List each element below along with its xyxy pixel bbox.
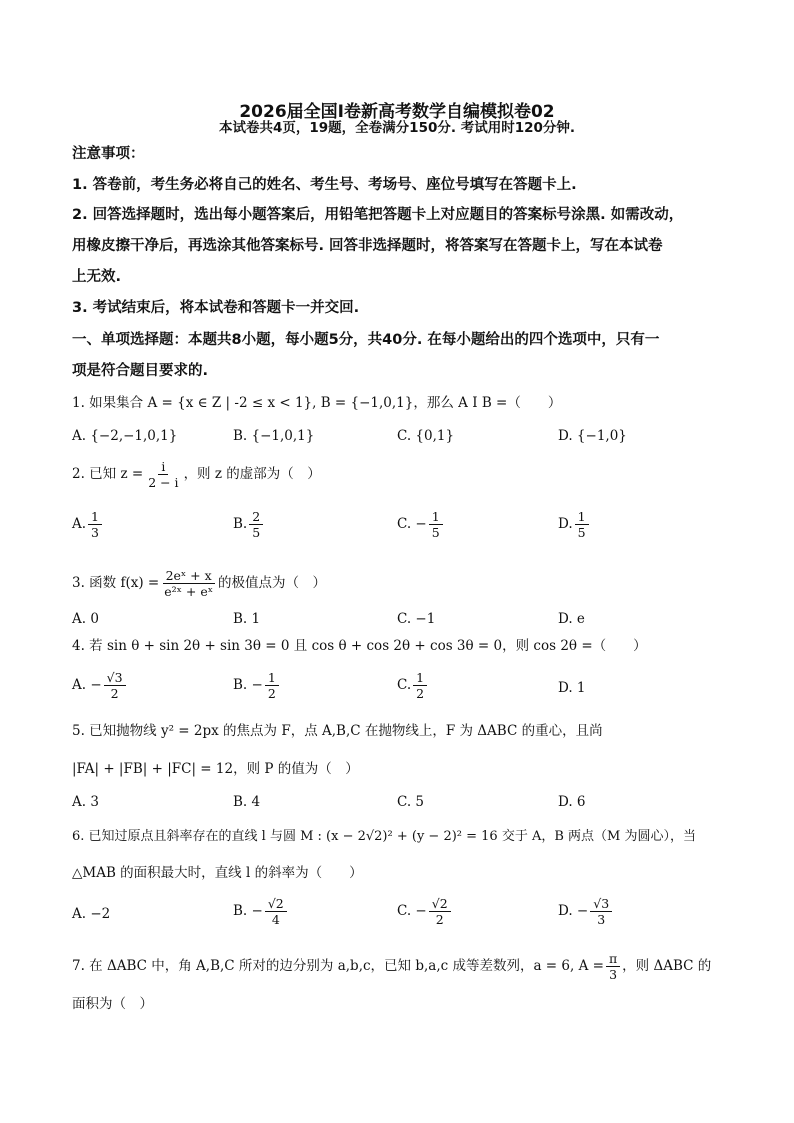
q2-option-a (72, 509, 104, 540)
q7-stem-line-1 (72, 951, 711, 982)
q2-numerator: i (158, 459, 168, 475)
q2-a-fraction (88, 509, 102, 540)
q6-d-denominator: 3 (597, 912, 606, 927)
q2-a-numerator: 1 (88, 509, 102, 525)
notice-heading: 注意事项： (72, 146, 145, 162)
q5-option-d: D. 6 (558, 794, 586, 810)
q7-numerator: π (606, 951, 620, 967)
q4-c-numerator: 1 (413, 670, 427, 686)
page-title: 2026届全国Ⅰ卷新高考数学自编模拟卷02 (239, 102, 555, 122)
q7-fraction (606, 951, 620, 982)
q4-a-label: A. − (72, 677, 102, 693)
q2-option-d (558, 509, 591, 540)
q2-b-denominator: 5 (252, 525, 261, 540)
q3-option-c: C. −1 (397, 611, 436, 627)
q4-option-c (397, 670, 429, 701)
q6-c-label: C. − (397, 903, 427, 919)
q2-c-label: C. − (397, 516, 427, 532)
q4-c-denominator: 2 (416, 686, 425, 701)
q6-b-label: B. − (233, 903, 263, 919)
q3-denominator: e²ˣ + eˣ (164, 584, 214, 599)
q4-b-label: B. − (233, 677, 263, 693)
q4-stem: 4. 若 sin θ + sin 2θ + sin 3θ = 0 且 cos θ + cos 2θ + cos 3θ = 0，则 cos 2θ =（ ） (72, 638, 647, 654)
q7-stem-post: ，则 ΔABC 的 (622, 958, 712, 974)
q3-stem (72, 568, 326, 599)
notice-item-2-line-2: 用橡皮擦干净后，再选涂其他答案标号. 回答非选择题时，将答案写在答题卡上，写在本试卷 (72, 238, 663, 254)
q3-fraction (161, 568, 216, 599)
q2-stem (72, 459, 321, 490)
q4-c-fraction (413, 670, 427, 701)
q2-c-numerator: 1 (429, 509, 443, 525)
q6-stem-line-2: △MAB 的面积最大时，直线 l 的斜率为（ ） (72, 865, 363, 881)
q7-stem-line-2: 面积为（ ） (72, 996, 153, 1012)
q2-a-label: A. (72, 516, 87, 532)
q6-option-a: A. −2 (72, 906, 111, 922)
q3-numerator: 2eˣ + x (163, 568, 215, 584)
q2-fraction (145, 459, 181, 490)
q3-option-b: B. 1 (233, 611, 261, 627)
q4-option-d: D. 1 (558, 680, 586, 696)
q1-option-a: A. {−2,−1,0,1} (72, 428, 178, 444)
q6-b-denominator: 4 (271, 912, 280, 927)
q4-option-a (72, 670, 128, 701)
q7-stem-pre: 7. 在 ΔABC 中，角 A,B,C 所对的边分别为 a,b,c，已知 b,a,c 成等差数列，a = 6, A = (72, 958, 604, 974)
section-heading-line-2: 项是符合题目要求的. (72, 363, 209, 379)
q2-b-label: B. (233, 516, 248, 532)
q1-option-c: C. {0,1} (397, 428, 455, 444)
q3-stem-pre: 3. 函数 f(x) = (72, 575, 160, 591)
q4-b-denominator: 2 (267, 686, 276, 701)
section-heading-line-1: 一、单项选择题：本题共8小题，每小题5分，共40分. 在每小题给出的四个选项中，只有一 (72, 332, 660, 348)
q5-stem-line-2: |FA| + |FB| + |FC| = 12，则 P 的值为（ ） (72, 761, 359, 777)
q5-option-b: B. 4 (233, 794, 261, 810)
q2-c-fraction (429, 509, 443, 540)
q2-option-b (233, 509, 265, 540)
notice-item-2-line-1: 2. 回答选择题时，选出每小题答案后，用铅笔把答题卡上对应题目的答案标号涂黑. 如需改动， (72, 207, 684, 223)
q6-c-fraction (429, 896, 451, 927)
q5-option-a: A. 3 (72, 794, 99, 810)
q3-stem-post: 的极值点为（ ） (218, 575, 327, 591)
q2-d-fraction (575, 509, 589, 540)
notice-item-1: 1. 答卷前，考生务必将自己的姓名、考生号、考场号、座位号填写在答题卡上. (72, 177, 577, 193)
page-subtitle: 本试卷共4页，19题，全卷满分150分. 考试用时120分钟. (219, 120, 575, 136)
q4-a-numerator: √3 (104, 670, 126, 686)
q6-b-fraction (265, 896, 287, 927)
q6-d-label: D. − (558, 903, 589, 919)
q7-denominator: 3 (609, 967, 618, 982)
q4-a-fraction (104, 670, 126, 701)
notice-item-3: 3. 考试结束后，将本试卷和答题卡一并交回. (72, 300, 360, 316)
q3-option-d: D. e (558, 611, 585, 627)
q2-c-denominator: 5 (431, 525, 440, 540)
q5-stem-line-1: 5. 已知抛物线 y² = 2px 的焦点为 F，点 A,B,C 在抛物线上，F 为 ΔABC 的重心，且尚 (72, 723, 603, 739)
notice-item-2-line-3: 上无效. (72, 269, 122, 285)
q1-option-b: B. {−1,0,1} (233, 428, 315, 444)
q6-c-denominator: 2 (435, 912, 444, 927)
q6-option-c (397, 896, 453, 927)
q6-d-numerator: √3 (590, 896, 612, 912)
q4-b-fraction (265, 670, 279, 701)
q6-option-d (558, 896, 614, 927)
q4-a-denominator: 2 (110, 686, 119, 701)
q2-stem-pre: 2. 已知 z = (72, 466, 144, 482)
q4-c-label: C. (397, 677, 412, 693)
q2-d-numerator: 1 (575, 509, 589, 525)
q4-option-b (233, 670, 281, 701)
q6-c-numerator: √2 (429, 896, 451, 912)
q2-stem-post: ，则 z 的虚部为（ ） (183, 466, 321, 482)
q1-stem: 1. 如果集合 A = {x ∈ Z | -2 ≤ x < 1}, B = {−1,0,1}，那么 A I B =（ ） (72, 395, 562, 411)
q6-d-fraction (590, 896, 612, 927)
q2-b-fraction (249, 509, 263, 540)
q2-denominator: 2 − i (148, 475, 179, 490)
q2-option-c (397, 509, 445, 540)
q3-option-a: A. 0 (72, 611, 99, 627)
q2-a-denominator: 3 (91, 525, 99, 540)
q5-option-c: C. 5 (397, 794, 425, 810)
q6-stem-line-1: 6. 已知过原点且斜率存在的直线 l 与圆 M : (x − 2√2)² + (y − 2)² = 16 交于 A，B 两点（M 为圆心），当 (72, 829, 696, 844)
q2-d-denominator: 5 (577, 525, 586, 540)
q6-b-numerator: √2 (265, 896, 287, 912)
q6-option-b (233, 896, 289, 927)
q4-b-numerator: 1 (265, 670, 279, 686)
q2-b-numerator: 2 (249, 509, 263, 525)
q2-d-label: D. (558, 516, 573, 532)
q1-option-d: D. {−1,0} (558, 428, 627, 444)
